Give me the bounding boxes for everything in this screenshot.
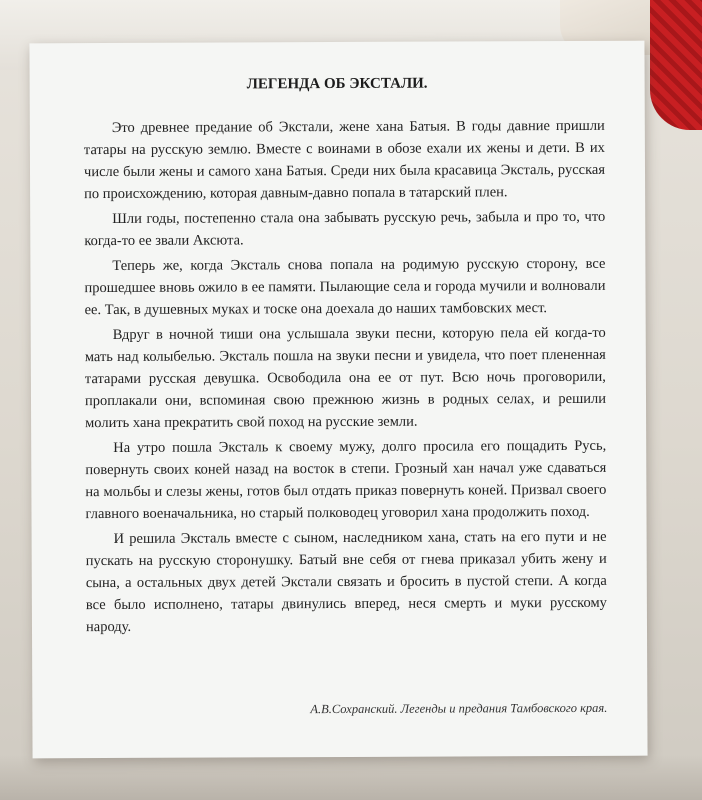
legend-body [84, 115, 607, 641]
paragraph: И решила Эксталь вместе с сыном, наследником хана, стать на его пути и не пускать на русскую сторонушку. Батый вне себя от гнева приказал убить жену и сына, а остальных двух детей Экстали связать и бросить в пустой степи. А когда все было исполнено, татары двинулись вперед, неся смерть и муки русскому народу. [85, 528, 607, 636]
legend-title: ЛЕГЕНДА ОБ ЭКСТАЛИ. [246, 75, 428, 93]
legend-card [29, 41, 647, 759]
paragraph: Это древнее предание об Экстали, жене хана Батыя. В годы давние пришли татары на русскую землю. Вместе с воинами в обозе ехали их жены и дети. В их числе были жены и самого хана Батыя. Среди них была красавица Эксталь, русская по происхождению, которая давным-давно попала в татарский плен. [83, 117, 606, 203]
paragraph: На утро пошла Эксталь к своему мужу, долго просила его пощадить Русь, повернуть своих коней назад на восток в степи. Грозный хан начал уже сдаваться на мольбы и слезы жены, готов был отдать приказ повернуть коней. Призвал своего главного военачальника, но старый полководец уговорил хана продолжить поход. [85, 437, 607, 523]
paragraph: Теперь же, когда Эксталь снова попала на родимую русскую сторону, все прошедшее вновь ожило в ее памяти. Пылающие села и города мучили и волновали ее. Так, в душевных муках и тоске она доехала до наших тамбовских мест. [84, 255, 606, 319]
source-citation: А.В.Сохранский. Легенды и предания Тамбовского края. [310, 700, 608, 717]
paragraph: Шли годы, постепенно стала она забывать русскую речь, забыла и про то, что когда-то ее звали Аксюта. [84, 208, 606, 250]
red-object [650, 0, 702, 130]
paragraph: Вдруг в ночной тиши она услышала звуки песни, которую пела ей когда-то мать над колыбелью. Эксталь пошла на звуки песни и увидела, что поет плененная татарами русская девушка. Освободила она ее от пут. Всю ночь проговорили, проплакали они, вспоминая свою прежнюю жизнь в родных селах, и решили молить хана прекратить свой поход на русские земли. [84, 324, 607, 432]
table-surface [0, 755, 702, 800]
